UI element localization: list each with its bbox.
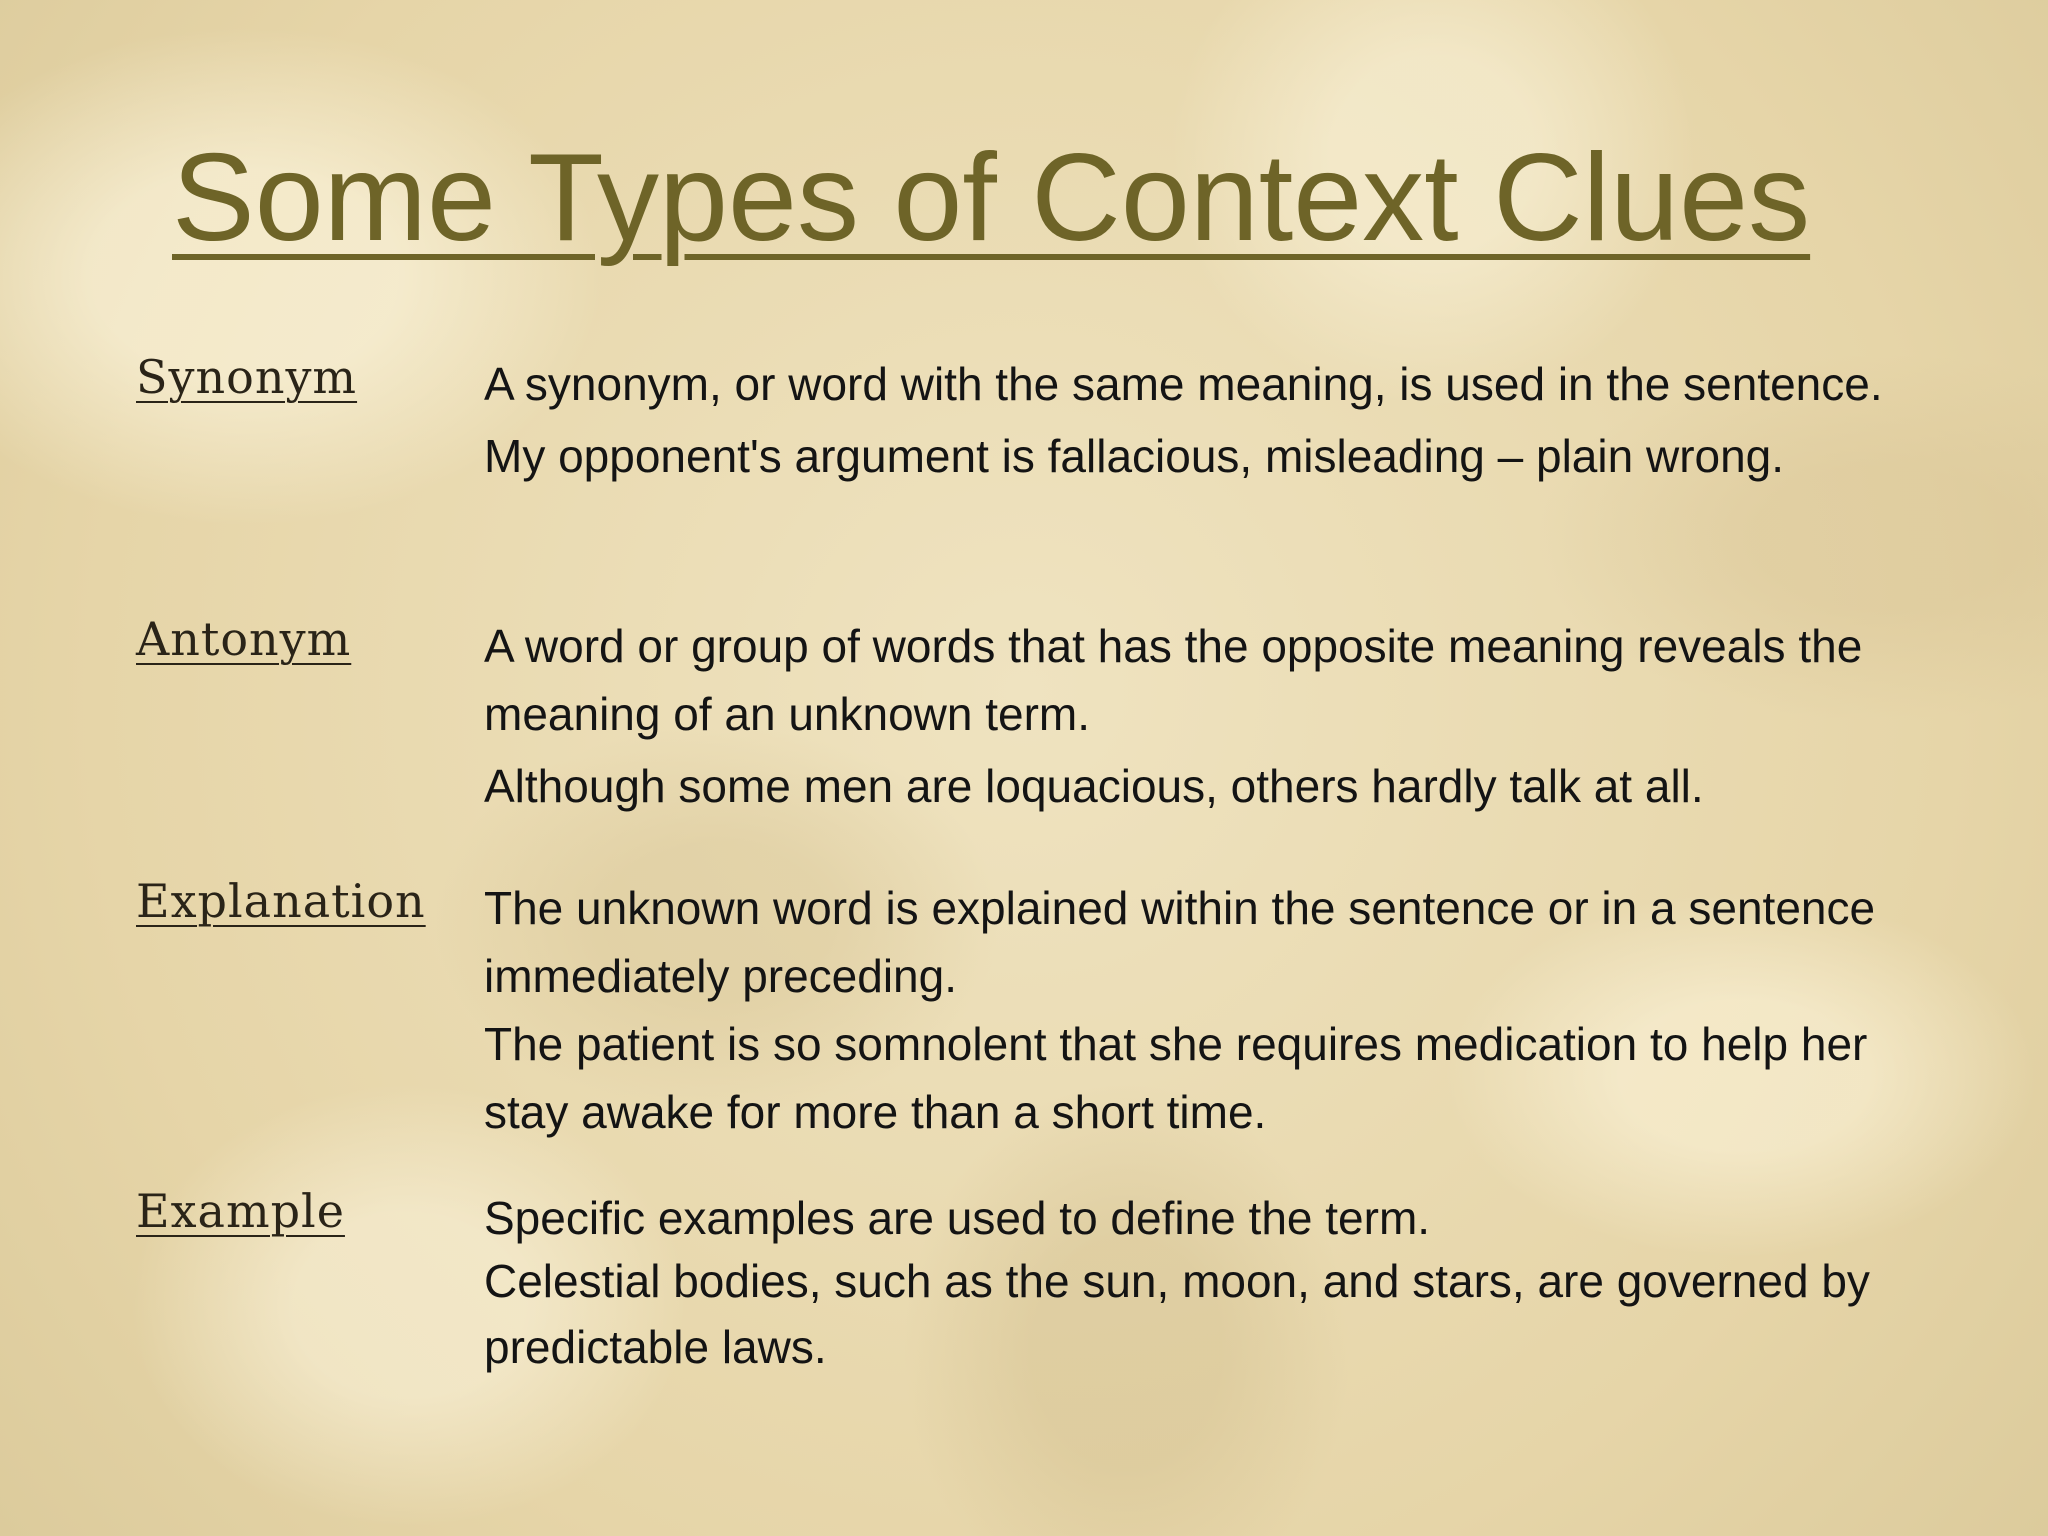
term-description — [484, 874, 1964, 1146]
term-label: Explanation — [136, 874, 426, 928]
term-description — [484, 350, 1964, 490]
definition-text: Specific examples are used to define the term. — [484, 1192, 1431, 1244]
example-sentence: The patient is so somnolent that she requires medication to help her stay awake for more than a short time. — [484, 1018, 1868, 1138]
term-description — [484, 1184, 1964, 1380]
definition-text: A synonym, or word with the same meaning, is used in the sentence. — [484, 358, 1883, 410]
example-sentence: Although some men are loquacious, others hardly talk at all. — [484, 760, 1704, 812]
example-sentence: My opponent's argument is fallacious, misleading – plain wrong. — [484, 430, 1785, 482]
term-label: Synonym — [136, 350, 358, 404]
definition-text: A word or group of words that has the opposite meaning reveals the meaning of an unknown term. — [484, 620, 1863, 740]
term-label: Antonym — [136, 612, 352, 666]
term-description — [484, 612, 1964, 820]
definition-text: The unknown word is explained within the sentence or in a sentence immediately preceding. — [484, 882, 1876, 1002]
example-sentence: Celestial bodies, such as the sun, moon, and stars, are governed by predictable laws. — [484, 1255, 1870, 1373]
term-label: Example — [136, 1184, 345, 1238]
slide-title: Some Types of Context Clues — [172, 129, 1811, 267]
